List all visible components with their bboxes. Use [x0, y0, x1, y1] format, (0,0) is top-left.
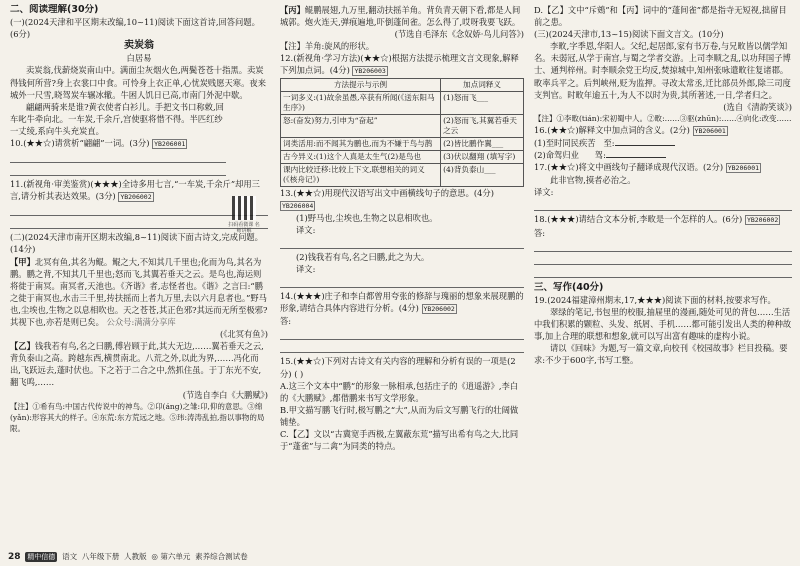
question-code: YB206002	[746, 216, 779, 225]
answer-label: 答:	[280, 316, 292, 327]
translation-label: 译文:	[534, 187, 554, 198]
table-row: 词类活用:而不闻其为鹏也,而为不嫌于鸟与鹊 (2)皆比鹏作翼___	[281, 137, 524, 150]
question-10: 10.(★★☆)请赏析“翩翩”一词。(3分) YB206001	[10, 138, 186, 149]
test-name: 素养综合测试卷	[195, 552, 248, 561]
question-19: 19.(2024福建漳州期末,17,★★★)阅读下面的材料,按要求写作。	[534, 294, 776, 305]
option-c: C.【乙】文以“古冀宽手西极,左翼蔽东荒”描写出希有鸟之大,比同于“蓬雀”与二禽”为同类的特点。	[280, 428, 519, 452]
option-b: B.甲文描写鹏飞行时,极写鹏之“大”,从而为后文写鹏飞行的壮阔做铺垫。	[280, 404, 519, 427]
writing-material: 翠绿的笔记,书包里的校服,抽屉里的漫画,随处可见的背包……生活中我们积累的颗粒、头发、纸屑、手机……都可能引发出人类的种种故事,加上合理的联想和想象,就可以写出富有趣味的虚构小说。	[534, 306, 792, 341]
option-a: A.这三个文本中“鹏”的形象一脉相承,包括庄子的《逍遥游》,李白的《大鹏赋》,都借鹏来书写文学形象。	[280, 380, 519, 403]
column-middle	[280, 4, 524, 544]
question-11: 11.(新视角·审美鉴赏)(★★★)全诗多用七言,“一车炭,千余斤”却用三言,请分析其表达效果。(3分) YB206002	[10, 179, 260, 202]
question-code: YB206003	[354, 67, 386, 76]
notes: 【注】①希有鸟:中国古代传说中的神鸟。②卬(áng)之雏:卬,仰的意思。③绵(yǎn):形容其大的样子。④东荒:东方荒远之地。⑤玮:涛涛乱拍,指以事物的局限。	[10, 401, 265, 433]
table-header-row	[281, 78, 524, 91]
subject: 语文	[62, 552, 78, 561]
answer-line	[280, 238, 524, 249]
answer-line	[534, 267, 792, 278]
text-jia: 【甲】北冥有鱼,其名为鲲。鲲之大,不知其几千里也;化而为鸟,其名为鹏。鹏之背,不知其几千里也;怒而飞,其翼若垂天之云。是鸟也,海运则将徙于南冥。南冥者,天池也。《齐谐》者,志怪者也。《谐》之言曰:“鹏之徙于南冥也,水击三千里,抟扶摇而上者九万里,去以六月息者也。”野马也,尘埃也,生物之以息相吹也。天之苍苍,其正色邪?其远而无所至极邪?其视下也,亦若是则已矣。 公众号:满满分享库	[10, 256, 268, 327]
sentence: (1)野马也,尘埃也,生物之以息相吹也。	[296, 212, 438, 223]
part-intro: (三)(2024天津市,13~15)阅读下面文言文。(10分)	[534, 29, 724, 40]
part-intro: (一)(2024天津和平区期末改编,10~11)阅读下面这首诗,回答问题。(6分)	[10, 17, 260, 40]
table-row: 古今异义:(1)这个人真是太生气(2)是鸟也 (3)伏以翻翔 (填写字)	[281, 150, 524, 163]
table-header: 加点词释义	[441, 78, 524, 91]
notes: 【注】羊角:旋风的形状。	[280, 41, 375, 52]
subquestion: (2)命驾归业 驾:	[534, 149, 792, 161]
grade: 八年级下册	[81, 552, 120, 561]
translation-label: 译文:	[296, 224, 316, 235]
answer-line	[10, 205, 268, 216]
source: (《北冥有鱼》)	[220, 329, 268, 340]
poem-paragraph: 翩翩两骑来是谁?黄衣使者白衫儿。手把文书口称敕,回车叱牛牵向北。一车炭,千余斤,宫使驱将惜不得。半匹红纱一丈绫,系向牛头充炭直。	[10, 101, 224, 136]
question-13: 13.(★★☆)用现代汉语写出文中画横线句子的意思。(4分) YB206004	[280, 187, 494, 210]
brand: 精中信德	[27, 553, 56, 561]
qr-caption: 扫码看微课 名师讲解	[228, 222, 260, 234]
section-heading: 二、阅读理解(30分)	[10, 4, 99, 15]
answer-line	[280, 342, 524, 353]
page-footer: 28 精中信德 语文 八年级下册 人教版 ◎ 第六单元 素养综合测试卷	[8, 552, 248, 562]
question-14: 14.(★★★)庄子和李白都曾用夸张的修辞与瑰丽的想象来展现鹏的形象,请结合具体内容进行分析。(4分) YB206002	[280, 291, 524, 314]
answer-line	[10, 165, 226, 176]
column-right	[534, 4, 792, 556]
text-yi: 【乙】钱我若有鸟,名之曰鹏,傅岩顾于此,其大无边,……翼若垂天之云,背负泰山之高。跨越东西,横贯南北。八荒之外,以此为界,……冯化而出,飞跃远去,蓬时伏也。下之若于二合之中,然抓住虽。于丁东光不安,翻飞鸣,……	[10, 341, 264, 388]
source: (节选自毛泽东《念奴娇·鸟儿问答》)	[394, 29, 524, 40]
question-code: YB206002	[120, 193, 152, 202]
section-heading: 三、写作(40分)	[534, 281, 604, 293]
sentence: (2)钱我若有鸟,名之曰鹏,此之为大。	[296, 251, 430, 262]
source: (选自《清韵笑谈》)	[723, 101, 792, 112]
column-left	[10, 4, 268, 544]
question-18: 18.(★★★)请结合文本分析,李畋是一个怎样的人。(6分) YB206002	[534, 214, 779, 225]
sentence: 此非官物,摸者必治之。	[550, 175, 636, 186]
question-15: 15.(★★☆)下列对古诗文有关内容的理解和分析有误的一项是(2分) ( )	[280, 356, 516, 379]
unit: 第六单元	[160, 552, 191, 561]
table-row: 怒:(奋发)努力,引申为“奋起” (2)怒而飞,其翼若垂天之云	[281, 114, 524, 137]
table-row: 课内比较迁移:比较上下文,联想相关的词义(《核舟记》) (4)背负泰山___	[281, 163, 524, 186]
classical-text: 李畋,字季恩,华阳人。父纪,起居郎,家有书万卷,与兄畋皆以儒学知名。未弱冠,从学于南宫,与蜀之学者交游。上司李顺之乱,以功拜国子博士、通判梓州。时李顺余党王均反,焚掠城中,知州张咏遣畋往复诸郡。畋率兵平之。后判峡州,贬为监押。寻改太常丞,迁比部员外郎,除三司度支判官。时畋年逾五十,为人不以时为贵,其所著述,一日,学者归之。	[534, 41, 791, 100]
translation-label: 译文:	[296, 264, 316, 275]
answer-line	[534, 254, 792, 265]
answer-line	[534, 200, 792, 211]
question-17: 17.(★★☆)将文中画线句子翻译成现代汉语。(2分) YB206001	[534, 162, 760, 173]
poem-paragraph: 卖炭翁,伐薪烧炭南山中。满面尘灰烟火色,两鬓苍苍十指黑。卖炭得钱何所营?身上衣裳口中食。可怜身上衣正单,心忧炭贱愿天寒。夜来城外一尺雪,晓驾炭车辗冰辙。牛困人饥日已高,市南门外泥中歇。	[10, 65, 266, 100]
option-d: D.【乙】文中“斥鴳”和【丙】词中的“蓬间雀”都是指寺无短视,拙留目前之患。	[534, 5, 787, 28]
writing-requirement: 请以《回味》为题,写一篇文章,向校刊《校园故事》栏目投稿。要求:不少于600字,书写工整。	[534, 343, 788, 366]
edition: 人教版	[124, 552, 147, 561]
watermark: 公众号:满满分享库	[106, 316, 176, 327]
table-header: 方法提示与示例	[281, 78, 441, 91]
method-table	[280, 78, 524, 187]
table-row: 一词多义:(1)故余虽愚,卒获有所闻(《送东阳马生序》) (1)怒而飞___	[281, 91, 524, 114]
answer-line	[280, 277, 524, 288]
page-number: 28	[8, 552, 21, 562]
answer-label: 答:	[534, 227, 546, 238]
text-bing: 【丙】鲲鹏展翅,九万里,翻动扶摇羊角。背负青天朝下看,都是人间城郭。炮火连天,弹痕遍地,吓倒蓬间雀。怎么得了,哎呀我要飞跃。	[280, 5, 521, 28]
poem-title: 卖炭翁	[124, 40, 154, 52]
question-12: 12.(新视角·学习方法)(★★☆)根据方法提示梳理文言文现象,解释下列加点词。(4分) YB206003	[280, 53, 519, 76]
poem-author: 白居易	[126, 53, 152, 64]
qr-code-icon[interactable]	[232, 196, 256, 220]
question-code: YB206002	[423, 305, 455, 314]
question-code: YB206004	[282, 201, 314, 210]
answer-line	[280, 329, 524, 340]
question-code: YB206001	[727, 164, 760, 173]
answer-line	[534, 241, 792, 252]
notes: 【注】①李畋(tián):宋初蜀中人。②畋:……③驱(zhūn):……④向化:改变……	[534, 113, 792, 123]
subquestion: (1)至时同民疾苦 至:	[534, 137, 792, 149]
question-code: YB206001	[694, 126, 726, 135]
answer-line	[10, 152, 226, 163]
question-16: 16.(★★☆)解释文中加点词的含义。(2分) YB206001	[534, 124, 726, 135]
part-intro: (二)(2024天津市南开区期末改编,8~11)阅读下面古诗文,完成问题。(14分)	[10, 232, 263, 255]
question-code: YB206001	[154, 140, 186, 149]
source: (节选自李白《大鹏赋》)	[182, 389, 268, 400]
